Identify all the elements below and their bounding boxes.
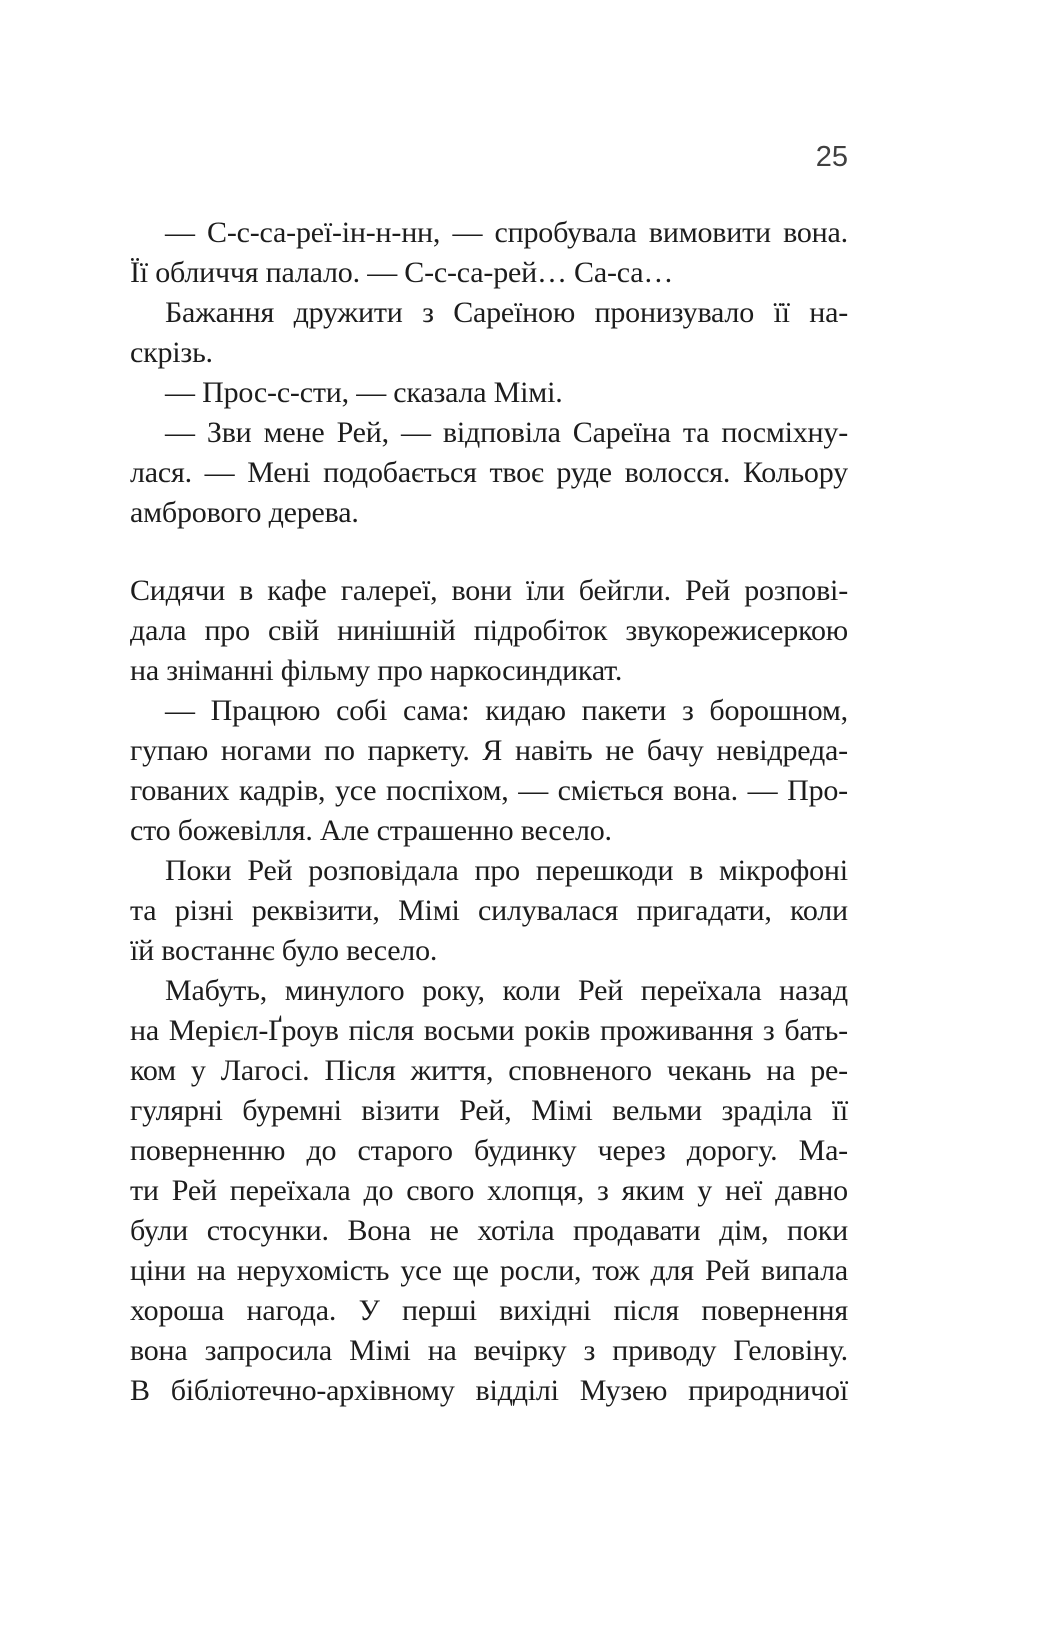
text-line: — Прос-с-сти, — сказала Мімі. [165,376,563,409]
text-line: Поки Рей розповідала про перешкоди в мікрофоні [165,854,848,887]
text-line: були стосунки. Вона не хотіла продавати дім, поки [130,1214,848,1247]
paragraph [130,571,848,691]
text-line: дала про свій нинішній підробіток звукорежисеркою [130,614,848,647]
text-line: Сидячи в кафе галереї, вони їли бейгли. Рей розпові- [130,574,848,607]
paragraph [130,691,848,851]
text-line: Її обличчя палало. — С-с-са-рей… Са-са… [130,256,674,289]
text-line: Бажання дружити з Сареїною пронизувало її на- [165,296,848,329]
text-line: на зніманні фільму про наркосиндикат. [130,654,623,687]
text-line: ком у Лагосі. Після життя, сповненого чекань на ре- [130,1054,848,1087]
paragraph [130,293,848,373]
text-line: ціни на нерухомість усе ще росли, тож для Рей випала [130,1254,848,1287]
text-line: скрізь. [130,336,213,369]
text-line: гованих кадрів, усе поспіхом, — сміється вона. — Про- [130,774,848,807]
text-line: ти Рей переїхала до свого хлопця, з яким у неї давно [130,1174,848,1207]
text-line: та різні реквізити, Мімі силувалася пригадати, коли [130,894,848,927]
text-line: — Працюю собі сама: кидаю пакети з борошном, [165,694,848,727]
text-line: хороша нагода. У перші вихідні після повернення [130,1294,848,1327]
text-line: гулярні буремні візити Рей, Мімі вельми зраділа її [130,1094,848,1127]
text-line: вона запросила Мімі на вечірку з приводу Геловіну. [130,1334,848,1367]
text-line: — Зви мене Рей, — відповіла Сареїна та посміхну- [165,416,848,449]
page-body [130,213,848,1411]
text-line: сто божевілля. Але страшенно весело. [130,814,612,847]
text-line: їй востаннє було весело. [130,934,438,967]
text-line: В бібліотечно-архівному відділі Музею природничої [130,1374,848,1407]
text-line: гупаю ногами по паркету. Я навіть не бачу невідреда- [130,734,848,767]
text-line: лася. — Мені подобається твоє руде волосся. Кольору [130,456,848,489]
paragraph [130,413,848,533]
text-line: Мабуть, минулого року, коли Рей переїхала назад [165,974,848,1007]
text-line: на Мерієл-Ґроув після восьми років проживання з бать- [130,1014,848,1047]
paragraph [130,851,848,971]
paragraph [130,373,848,413]
paragraph [130,213,848,293]
paragraph [130,971,848,1411]
text-line: поверненню до старого будинку через дорогу. Ма- [130,1134,848,1167]
text-line: амбрового дерева. [130,496,359,529]
page-number: 25 [815,141,848,173]
text-line: — С-с-са-реї-ін-н-нн, — спробувала вимовити вона. [165,216,848,249]
